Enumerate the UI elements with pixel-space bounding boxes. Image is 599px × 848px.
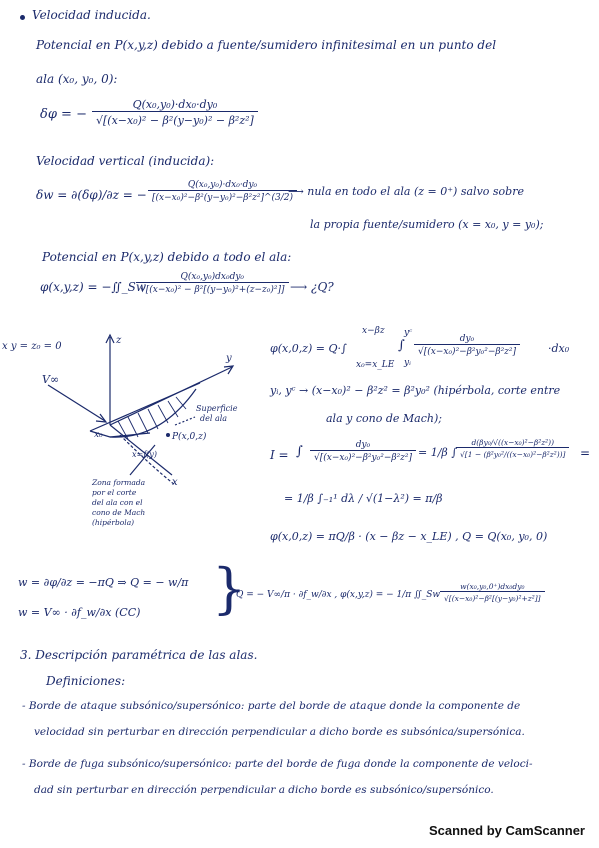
equation-fraction [92,98,258,127]
limit-top: x−βz [362,326,385,336]
zone-label: cono de Mach [92,508,146,517]
equation-line: = 1/β ∫₋₁¹ dλ / √(1−λ²) = π/β [284,492,443,505]
equation-line: w = V∞ · ∂f_w/∂x (CC) [18,606,141,619]
denominator: √[(x−x₀)² − β²(y−y₀)² − β²z²] [92,111,258,127]
numerator: w(x₀,y₀,0⁺)dx₀dy₀ [460,582,525,591]
equation-lhs: φ(x,y,z) = −∬_Sw [40,280,147,294]
xf-label: x=f(y) [132,450,157,459]
numerator: Q(x₀,y₀)dx₀dy₀ [180,272,245,282]
text-line: Potencial en P(x,y,z) debido a todo el ala: [42,250,292,264]
equation-lhs: δw = ∂(δφ)/∂z = − [36,188,147,202]
x0-label: x₀ [94,430,103,440]
vinf-label: V∞ [42,373,60,386]
equation-lhs: δφ = − [40,107,87,122]
leading-edge [90,383,200,431]
integral-sign: ∫ [296,444,303,459]
text-line: yᵢ, yᶜ → (x−x₀)² − β²z² = β²y₀² (hipérbola, corte entre [270,384,561,397]
equation-end: = [580,446,591,460]
numerator: Q(x₀,y₀)·dx₀·dy₀ [132,98,218,111]
equation-fraction [148,180,297,203]
section-title: Velocidad inducida. [32,8,151,22]
bullet [20,15,25,20]
y-axis-label: y [226,353,232,364]
equation-fraction [136,272,289,295]
zone-label: del ala con el [92,498,143,507]
denominator: √[(x−x₀)²−β²[(y−y₀)²+z²]] [440,591,545,603]
equation-fraction [456,438,569,459]
equation-line: Q = − V∞/π · ∂f_w/∂x , φ(x,y,z) = − 1/π ∬_Sw [236,590,441,600]
denominator: √[(x−x₀)²−β²y₀²−β²z²] [414,344,520,357]
z-axis-label: z [116,335,122,346]
watermark: Scanned by CamScanner [428,823,585,838]
section-title: 3. Descripción paramétrica de las alas. [20,648,258,662]
equation-lhs: I = [270,448,289,462]
denominator: √[(x−x₀)² − β²[(y−y₀)²+(z−z₀)²]] [136,282,289,295]
plane-label: x y = z₀ = 0 [2,341,62,352]
limit-top: yᶜ [404,328,413,338]
denominator: [(x−x₀)²−β²(y−y₀)²−β²z²]^(3/2) [148,190,297,203]
surface-label: Superficie [196,404,238,413]
text-line: - Borde de fuga subsónico/supersónico: parte del borde de fuga donde la componente de veloci- [22,758,533,770]
zone-label: Zona formada [92,478,146,487]
equation-note: ⟶ ¿Q? [290,280,334,294]
denominator: √[1 − (β²y₀²/((x−x₀)²−β²z²))] [456,447,569,459]
zone-label: (hipérbola) [92,518,135,527]
equation-line: φ(x,0,z) = πQ/β · (x − βz − x_LE) , Q = Q(x₀, y₀, 0) [270,530,548,543]
equation-fraction [310,440,416,463]
limit-bottom: x₀=x_LE [356,360,395,370]
equation-line: w = ∂φ/∂z = −πQ ⇒ Q = − w/π [18,576,189,589]
text-line: Velocidad vertical (inducida): [36,154,215,168]
text-line: Potencial en P(x,y,z) debido a fuente/sumidero infinitesimal en un punto del [36,38,497,52]
equation-note: la propia fuente/sumidero (x = x₀, y = y₀); [310,218,544,231]
text-line: - Borde de ataque subsónico/supersónico: parte del borde de ataque donde la componente de [22,700,521,712]
text-line: ala (x₀, y₀, 0): [36,72,118,86]
equation-note: ⟶ nula en todo el ala (z = 0⁺) salvo sobre [288,185,524,198]
numerator: dy₀ [355,440,371,450]
freestream-arrow [48,385,105,421]
surface-label: del ala [200,414,228,423]
integral-sign: ∫ [398,338,405,353]
equation-fraction [440,582,545,603]
brace: } [212,557,247,620]
equation-lhs: φ(x,0,z) = Q·∫ [270,342,347,355]
equation-fraction [414,334,520,357]
limit-bottom: yᵢ [404,358,411,368]
x-axis-label: x [172,477,178,488]
point-P [166,433,170,437]
P-label: P(x,0,z) [172,432,207,442]
equation-mid: = 1/β ∫ [418,446,458,459]
numerator: d(βy₀/√((x−x₀)²−β²z²)) [471,438,555,447]
zone-label: por el corte [92,488,137,497]
subheading: Definiciones: [46,674,126,688]
text-line: velocidad sin perturbar en dirección perpendicular a dicho borde es subsónica/supersónica. [34,726,525,738]
equation-tail: ·dx₀ [548,342,570,355]
numerator: dy₀ [459,334,475,344]
text-line: dad sin perturbar en dirección perpendicular a dicho borde es subsónico/supersónico. [34,784,494,796]
numerator: Q(x₀,y₀)·dx₀·dy₀ [187,180,258,190]
denominator: √[(x−x₀)²−β²y₀²−β²z²] [310,450,416,463]
text-line: ala y cono de Mach); [326,412,442,425]
wing-mach-cone-diagram [0,325,270,555]
